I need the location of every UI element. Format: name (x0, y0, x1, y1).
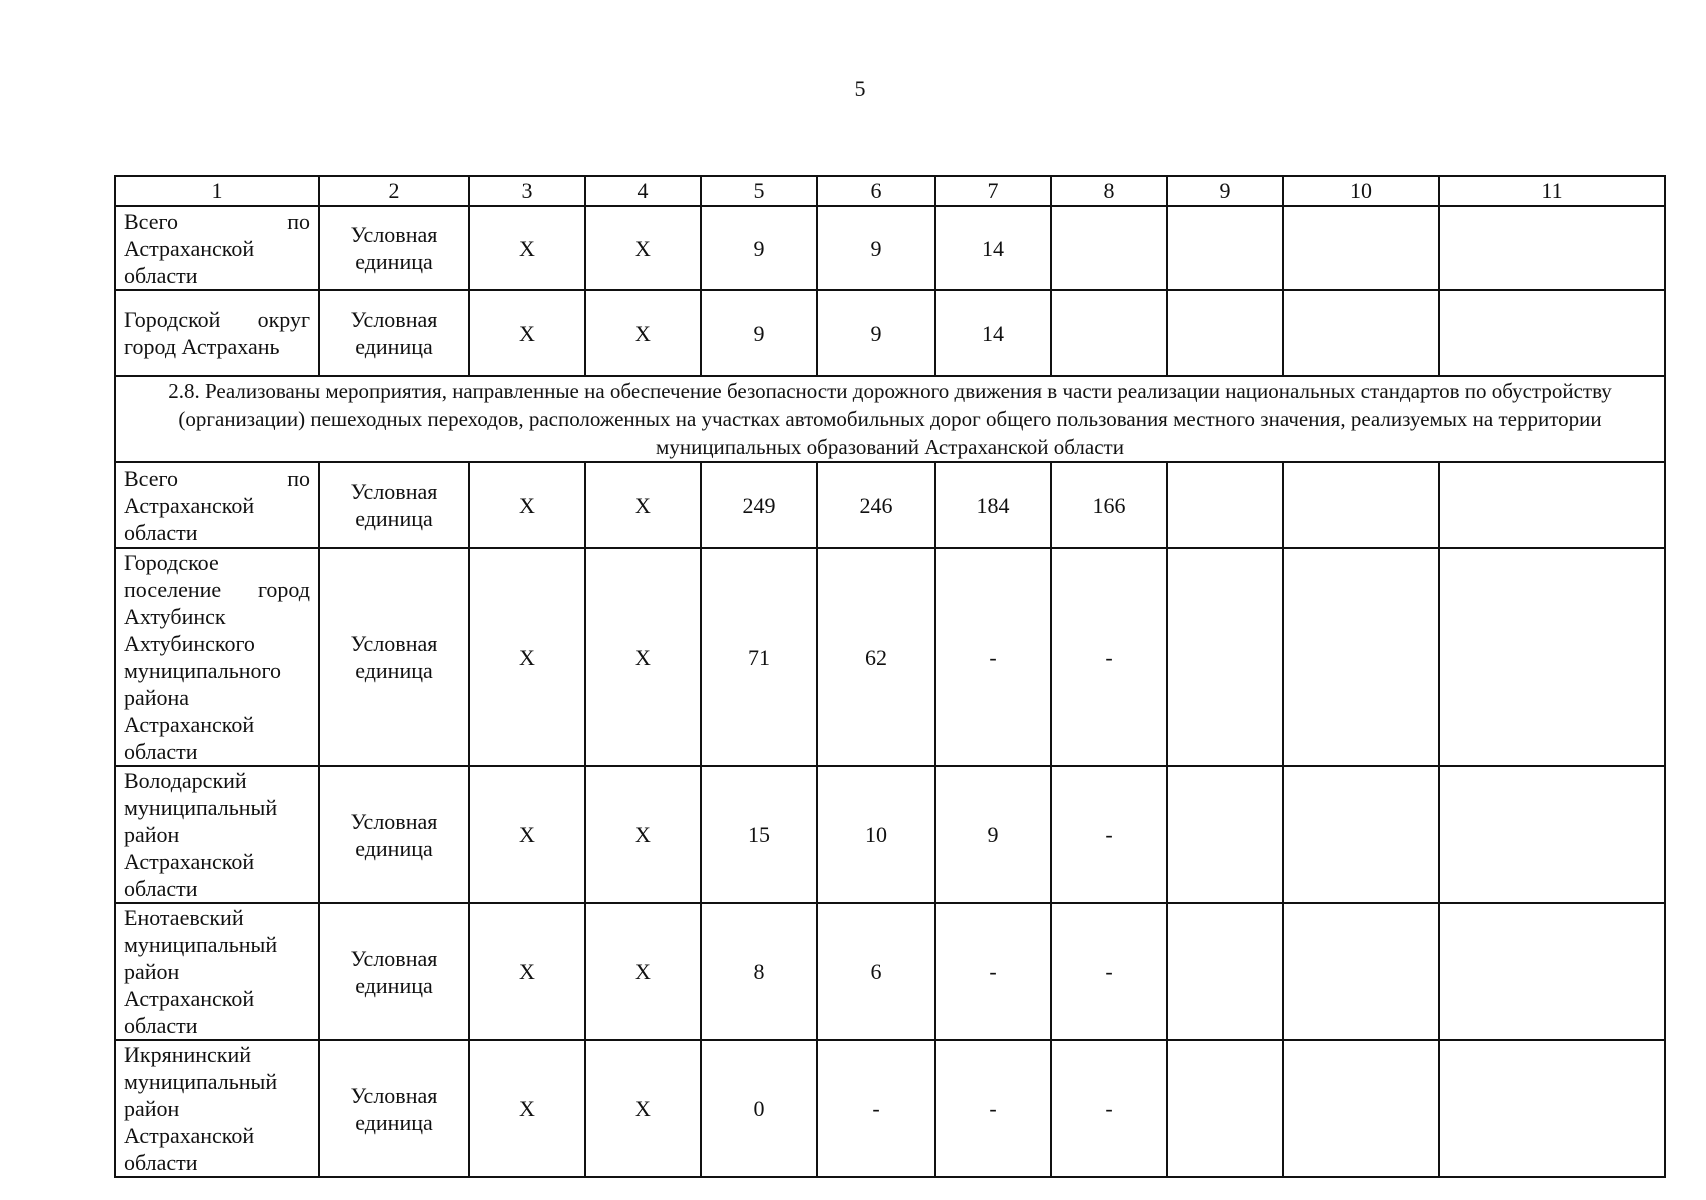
table-cell (1167, 903, 1283, 1040)
row-name: Городской округ город Астрахань (115, 290, 319, 376)
table-cell (1283, 462, 1439, 548)
row-name: Володарский муниципальный район Астраханской области (115, 766, 319, 903)
table-cell: 9 (935, 766, 1051, 903)
table-cell: X (585, 766, 701, 903)
table-cell: 71 (701, 548, 817, 766)
table-cell: X (585, 206, 701, 290)
table-row (115, 548, 1665, 766)
column-number: 8 (1051, 176, 1167, 206)
row-name: Всего по Астраханской области (115, 462, 319, 548)
table-cell: X (585, 290, 701, 376)
column-number: 2 (319, 176, 469, 206)
table-row (115, 903, 1665, 1040)
table-cell: - (1051, 766, 1167, 903)
table-cell (1051, 290, 1167, 376)
table-cell: X (469, 766, 585, 903)
table-cell: 9 (817, 290, 935, 376)
column-number: 11 (1439, 176, 1665, 206)
table-row (115, 290, 1665, 376)
table-cell: 8 (701, 903, 817, 1040)
table-cell (1283, 903, 1439, 1040)
table-cell: X (469, 290, 585, 376)
table-cell: 246 (817, 462, 935, 548)
row-unit: Условная единица (319, 766, 469, 903)
table-cell: X (469, 462, 585, 548)
table-cell (1439, 548, 1665, 766)
table-cell (1051, 206, 1167, 290)
table-cell: 10 (817, 766, 935, 903)
table-cell: 9 (817, 206, 935, 290)
row-unit: Условная единица (319, 548, 469, 766)
table-cell (1283, 548, 1439, 766)
table-cell: 9 (701, 290, 817, 376)
table-cell: 62 (817, 548, 935, 766)
table-cell: X (585, 1040, 701, 1177)
table-cell: - (1051, 1040, 1167, 1177)
column-number: 5 (701, 176, 817, 206)
table-row (115, 462, 1665, 548)
row-name: Икрянинский муниципальный район Астраханской области (115, 1040, 319, 1177)
table-cell (1439, 766, 1665, 903)
table-cell: 0 (701, 1040, 817, 1177)
table-cell (1283, 206, 1439, 290)
table-cell: - (817, 1040, 935, 1177)
table-cell: X (469, 548, 585, 766)
table-row (115, 206, 1665, 290)
table-cell: X (585, 903, 701, 1040)
row-name: Всего по Астраханской области (115, 206, 319, 290)
column-number: 6 (817, 176, 935, 206)
table-cell: 14 (935, 290, 1051, 376)
table-cell: 6 (817, 903, 935, 1040)
column-number: 10 (1283, 176, 1439, 206)
column-number: 9 (1167, 176, 1283, 206)
column-number: 1 (115, 176, 319, 206)
table-row (115, 766, 1665, 903)
table-row (115, 1040, 1665, 1177)
table-cell (1167, 548, 1283, 766)
table-cell: X (469, 903, 585, 1040)
column-number: 4 (585, 176, 701, 206)
indicators-table (114, 175, 1666, 1178)
row-unit: Условная единица (319, 903, 469, 1040)
table-cell (1439, 206, 1665, 290)
page-number: 5 (854, 76, 866, 101)
table-cell: 9 (701, 206, 817, 290)
row-unit: Условная единица (319, 290, 469, 376)
section-row (115, 376, 1665, 462)
table-cell: - (935, 903, 1051, 1040)
table-cell: 14 (935, 206, 1051, 290)
row-unit: Условная единица (319, 1040, 469, 1177)
row-unit: Условная единица (319, 206, 469, 290)
table-cell (1439, 1040, 1665, 1177)
column-number-row (115, 176, 1665, 206)
table-cell (1439, 290, 1665, 376)
table-cell: - (935, 548, 1051, 766)
table-cell: X (585, 548, 701, 766)
section-heading: 2.8. Реализованы мероприятия, направленные на обеспечение безопасности дорожного движения в части реализации национальных стандартов по обустройству (организации) пешеходных переходов, расположенных на участках автомобильных дорог общего пользования местного значения, реализуемых на территории муниципальных образований Астраханской области (115, 376, 1665, 462)
row-name: Енотаевский муниципальный район Астраханской области (115, 903, 319, 1040)
table-cell: 249 (701, 462, 817, 548)
table-cell (1167, 290, 1283, 376)
table-cell (1167, 1040, 1283, 1177)
table-cell (1167, 206, 1283, 290)
table-cell: X (585, 462, 701, 548)
column-number: 3 (469, 176, 585, 206)
table-cell (1283, 766, 1439, 903)
column-number: 7 (935, 176, 1051, 206)
table-cell (1167, 766, 1283, 903)
table-cell (1283, 1040, 1439, 1177)
row-unit: Условная единица (319, 462, 469, 548)
table-cell: - (1051, 548, 1167, 766)
table-cell: 166 (1051, 462, 1167, 548)
row-name: Городское поселение город Ахтубинск Ахтубинского муниципального района Астраханской области (115, 548, 319, 766)
table-cell: - (1051, 903, 1167, 1040)
table-cell (1167, 462, 1283, 548)
table-cell: 15 (701, 766, 817, 903)
table-cell: 184 (935, 462, 1051, 548)
table-cell (1283, 290, 1439, 376)
table-cell: - (935, 1040, 1051, 1177)
table-cell: X (469, 206, 585, 290)
table-cell (1439, 462, 1665, 548)
table-cell (1439, 903, 1665, 1040)
table-cell: X (469, 1040, 585, 1177)
